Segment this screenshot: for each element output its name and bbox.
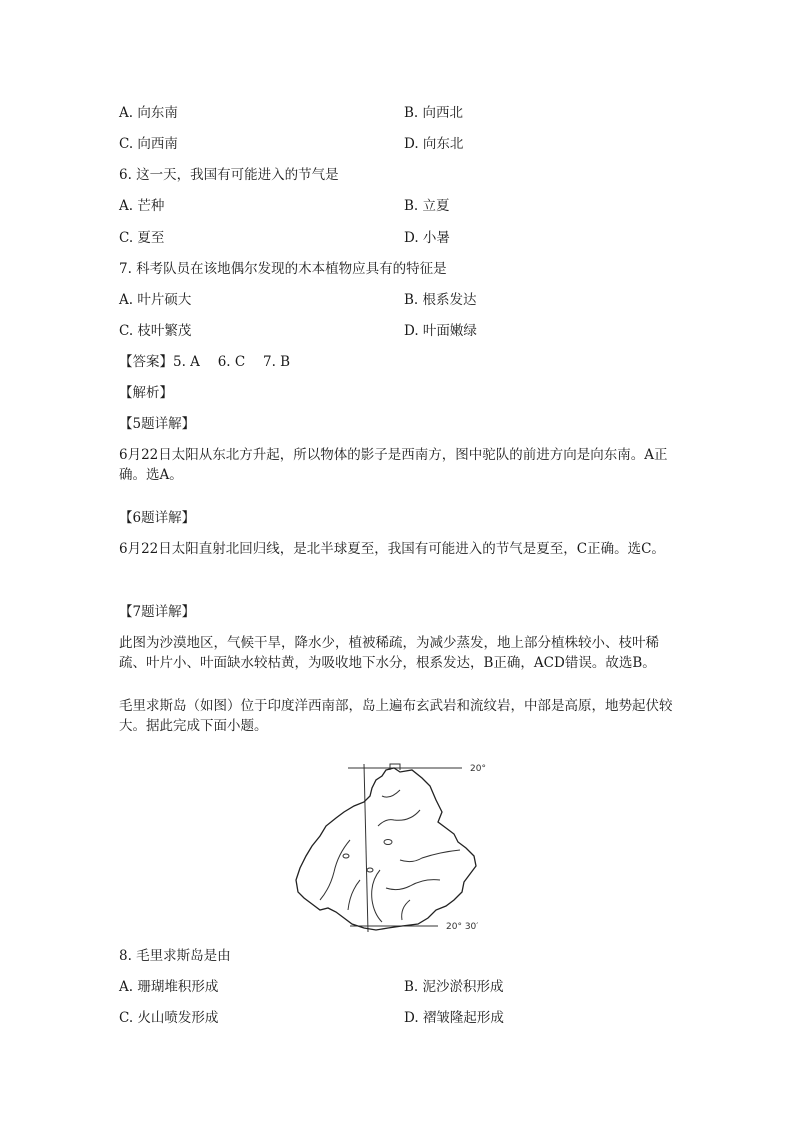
river-7 [348, 880, 360, 910]
q6-option-a: A. 芒种 [119, 198, 165, 214]
q8-stem: 8. 毛里求斯岛是由 [119, 948, 231, 964]
q7-option-d: D. 叶面嫩绿 [404, 323, 477, 339]
q7-option-a: A. 叶片硕大 [119, 292, 192, 308]
q7-option-b: B. 根系发达 [404, 292, 477, 308]
q7-detail-heading: 【7题详解】 [119, 604, 196, 620]
q8-option-d: D. 褶皱隆起形成 [404, 1010, 504, 1026]
q5-option-d: D. 向东北 [404, 136, 464, 152]
q7-option-c: C. 枝叶繁茂 [119, 323, 192, 339]
river-8 [402, 900, 410, 920]
q5-option-a: A. 向东南 [119, 105, 178, 121]
q6-detail-text: 6月22日太阳直射北回归线，是北半球夏至，我国有可能进入的节气是夏至，C正确。选C。 [119, 541, 665, 557]
river-2 [378, 810, 420, 826]
meridian-line [364, 764, 368, 932]
q8-option-a: A. 珊瑚堆积形成 [119, 979, 219, 995]
q6-option-c: C. 夏至 [119, 230, 165, 246]
latitude-label-top: 20° [470, 764, 486, 774]
mauritius-map [290, 760, 510, 940]
intro-paragraph: 毛里求斯岛（如图）位于印度洋西南部，岛上遍布玄武岩和流纹岩，中部是高原，地势起伏较大。据此完成下面小题。 [119, 698, 673, 734]
river-5 [372, 870, 382, 922]
lake-2 [343, 854, 349, 858]
river-4 [386, 880, 440, 890]
island-outline [296, 768, 479, 932]
q5-detail-heading: 【5题详解】 [119, 416, 196, 432]
analysis-label: 【解析】 [119, 385, 173, 401]
latitude-label-bottom: 20° 30′ [446, 922, 479, 932]
q7-detail-text: 此图为沙漠地区，气候干旱，降水少，植被稀疏，为减少蒸发，地上部分植株较小、枝叶稀疏、叶片小、叶面缺水较枯黄，为吸收地下水分，根系发达，B正确，ACD错误。故选B。 [119, 635, 659, 671]
river-3 [400, 850, 460, 862]
river-1 [382, 790, 400, 797]
q5-option-b: B. 向西北 [404, 105, 464, 121]
q6-detail-heading: 【6题详解】 [119, 510, 196, 526]
river-6 [320, 840, 350, 900]
lake-3 [367, 868, 373, 872]
q5-detail-text: 6月22日太阳从东北方升起，所以物体的影子是西南方，图中驼队的前进方向是向东南。A正确。选A。 [119, 447, 668, 483]
q6-stem: 6. 这一天，我国有可能进入的节气是 [119, 167, 339, 183]
q8-option-c: C. 火山喷发形成 [119, 1010, 219, 1026]
answer-line: 【答案】5. A 6. C 7. B [119, 354, 291, 370]
lake-1 [384, 840, 392, 845]
q6-option-b: B. 立夏 [404, 198, 450, 214]
q6-option-d: D. 小暑 [404, 230, 450, 246]
q8-option-b: B. 泥沙淤积形成 [404, 979, 504, 995]
q7-stem: 7. 科考队员在该地偶尔发现的木本植物应具有的特征是 [119, 261, 447, 277]
q5-option-c: C. 向西南 [119, 136, 178, 152]
